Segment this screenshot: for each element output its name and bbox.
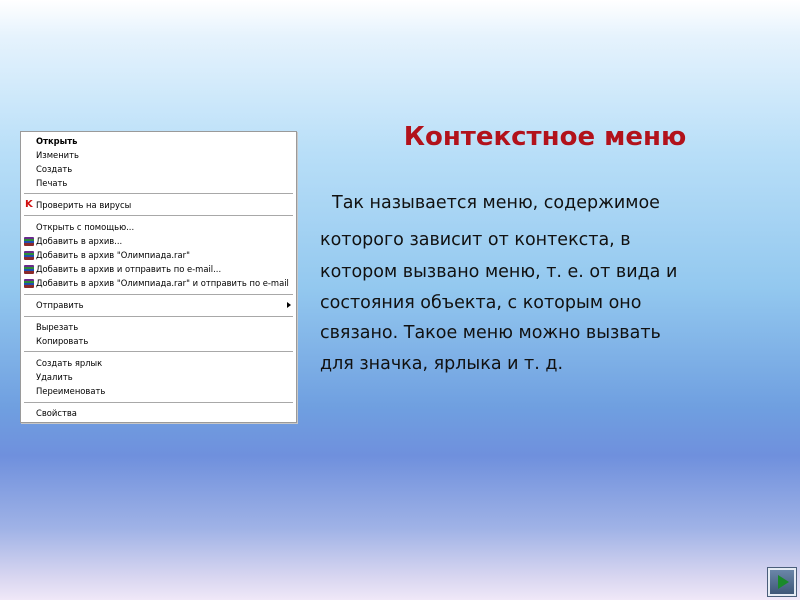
menu-item-label: Изменить <box>36 150 79 160</box>
menu-separator <box>24 316 293 318</box>
menu-item-label: Добавить в архив... <box>36 236 123 246</box>
winrar-archive-icon <box>24 279 34 288</box>
menu-item-add-and-email[interactable] <box>22 262 295 276</box>
menu-separator <box>24 351 293 353</box>
next-slide-icon <box>778 575 789 589</box>
menu-item-label: Создать ярлык <box>36 358 103 368</box>
context-menu <box>20 131 297 423</box>
next-slide-button[interactable] <box>768 568 796 596</box>
menu-item-open-with[interactable] <box>22 220 295 234</box>
menu-item-add-named-and-email[interactable] <box>22 276 295 290</box>
menu-item-label: Свойства <box>36 408 77 418</box>
slide-title: Контекстное меню <box>403 122 687 152</box>
menu-item-label: Переименовать <box>36 386 106 396</box>
winrar-archive-icon <box>24 251 34 260</box>
menu-separator <box>24 294 293 296</box>
menu-item-properties[interactable] <box>22 406 295 420</box>
menu-item-label: Проверить на вирусы <box>36 200 132 210</box>
menu-item-label: Открыть <box>36 136 78 146</box>
menu-item-label: Вырезать <box>36 322 79 332</box>
menu-item-label: Добавить в архив "Олимпиада.rar" и отправить по e-mail <box>36 278 289 288</box>
menu-item-create[interactable] <box>22 162 295 176</box>
menu-separator <box>24 215 293 217</box>
menu-item-label: Добавить в архив и отправить по e-mail... <box>36 264 222 274</box>
body-line: Так называется меню, содержимое <box>332 193 660 213</box>
menu-item-scan-viruses[interactable] <box>22 198 295 212</box>
menu-item-label: Удалить <box>36 372 73 382</box>
menu-item-open[interactable] <box>22 134 295 148</box>
menu-item-label: Печать <box>36 178 68 188</box>
menu-separator <box>24 193 293 195</box>
menu-separator <box>24 402 293 404</box>
menu-item-edit[interactable] <box>22 148 295 162</box>
menu-item-label: Копировать <box>36 336 89 346</box>
winrar-archive-icon <box>24 265 34 274</box>
menu-item-create-shortcut[interactable] <box>22 356 295 370</box>
menu-item-add-to-archive[interactable] <box>22 234 295 248</box>
menu-item-send-to[interactable] <box>22 298 295 312</box>
menu-item-delete[interactable] <box>22 370 295 384</box>
body-line: состояния объекта, с которым оно <box>320 293 642 313</box>
menu-item-label: Открыть с помощью... <box>36 222 135 232</box>
winrar-archive-icon <box>24 237 34 246</box>
body-line: котором вызвано меню, т. е. от вида и <box>320 262 678 282</box>
menu-item-add-to-named-archive[interactable] <box>22 248 295 262</box>
menu-item-label: Отправить <box>36 300 84 310</box>
menu-item-print[interactable] <box>22 176 295 190</box>
menu-item-label: Создать <box>36 164 73 174</box>
body-line: которого зависит от контекста, в <box>320 230 631 250</box>
menu-item-rename[interactable] <box>22 384 295 398</box>
body-line: для значка, ярлыка и т. д. <box>320 354 564 374</box>
antivirus-icon: K <box>25 199 33 210</box>
menu-item-cut[interactable] <box>22 320 295 334</box>
menu-item-label: Добавить в архив "Олимпиада.rar" <box>36 250 190 260</box>
body-line: связано. Такое меню можно вызвать <box>320 323 661 343</box>
menu-item-copy[interactable] <box>22 334 295 348</box>
submenu-arrow-icon <box>287 302 291 308</box>
